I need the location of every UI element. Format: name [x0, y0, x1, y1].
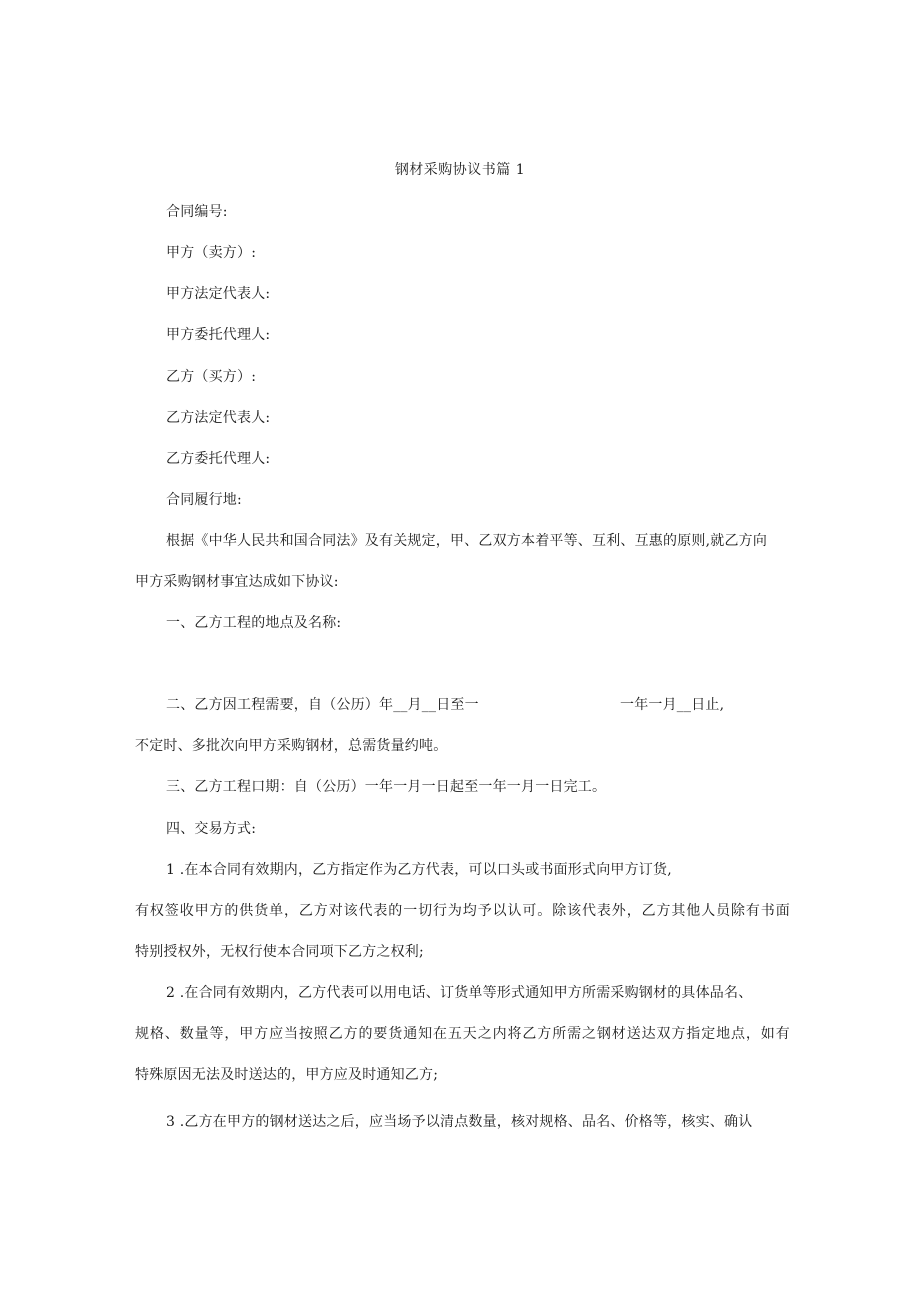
clause-4-item-3-line-1: 3 .乙方在甲方的钢材送达之后，应当场予以清点数量，核对规格、品名、价格等，核实、确认 — [166, 1114, 753, 1130]
clause-4-item-2-line-2: 规格、数量等，甲方应当按照乙方的要货通知在五天之内将乙方所需之钢材送达双方指定地点，如有 — [135, 1026, 791, 1042]
field-place-of-performance: 合同履行地: — [166, 492, 242, 508]
field-party-b-legal-rep: 乙方法定代表人: — [166, 410, 271, 426]
field-party-a-legal-rep: 甲方法定代表人: — [166, 286, 271, 302]
clause-4-item-1-line-1: 1 .在本合同有效期内，乙方指定作为乙方代表，可以口头或书面形式向甲方订货, — [166, 862, 672, 878]
clause-2-line-1b: 一年一月__日止, — [620, 697, 725, 713]
clause-4-item-2-line-1: 2 .在合同有效期内，乙方代表可以用电话、订货单等形式通知甲方所需采购钢材的具体品名、 — [166, 985, 753, 1001]
clause-4-item-1-line-3: 特别授权外，无权行使本合同项下乙方之权利; — [135, 944, 424, 960]
field-party-b-agent: 乙方委托代理人: — [166, 451, 271, 467]
field-party-a-agent: 甲方委托代理人: — [166, 327, 271, 343]
clause-2-line-2: 不定时、多批次向甲方采购钢材，总需货量约吨。 — [135, 738, 448, 754]
clause-2-line-1a: 二、乙方因工程需要，自（公历）年__月__日至一 — [166, 697, 479, 713]
preamble-line-1: 根据《中华人民共和国合同法》及有关规定，甲、乙双方本着平等、互利、互惠的原则,就乙方向 — [166, 533, 768, 549]
preamble-line-2: 甲方采购钢材事宜达成如下协议: — [135, 574, 339, 590]
clause-3-line-1: 三、乙方工程口期：自（公历）一年一月一日起至一年一月一日完工。 — [166, 779, 607, 795]
field-contract-no: 合同编号: — [166, 204, 228, 220]
document-title: 钢材采购协议书篇 1 — [394, 162, 526, 178]
clause-4-heading: 四、交易方式: — [166, 821, 257, 837]
field-party-a: 甲方（卖方）: — [166, 245, 257, 261]
clause-4-item-2-line-3: 特殊原因无法及时送达的，甲方应及时通知乙方; — [135, 1067, 439, 1083]
field-party-b: 乙方（买方）: — [166, 369, 257, 385]
clause-4-item-1-line-2: 有权签收甲方的供货单，乙方对该代表的一切行为均予以认可。除该代表外，乙方其他人员除有书面 — [135, 903, 791, 919]
clause-1-heading: 一、乙方工程的地点及名称: — [166, 615, 342, 631]
